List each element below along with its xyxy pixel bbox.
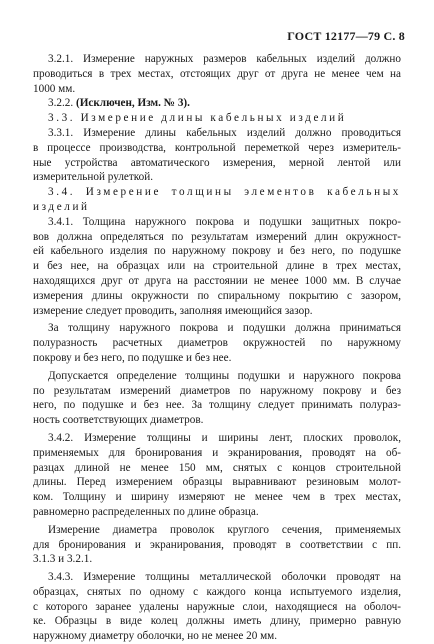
text-line: измерение следует проводить, заполняя имеющийся зазор. bbox=[33, 304, 313, 317]
section-title-3-3 bbox=[33, 111, 401, 126]
text-line: вов должна определяться по результатам измерений длин окружност- bbox=[33, 230, 401, 243]
text-line: Допускается определение толщины подушки и наружного покрова bbox=[48, 369, 401, 382]
text-line: покрову и без него, по подушке и без нее. bbox=[33, 351, 232, 364]
text-line: находящихся друг от друга на расстоянии не менее 1000 мм. В случае bbox=[33, 274, 401, 287]
text-line: него, по подушке и без нее. За толщину следует принимать полураз- bbox=[33, 399, 401, 412]
text-line: ность соответствующих диаметров. bbox=[33, 414, 204, 427]
document-page bbox=[33, 0, 405, 643]
text-line: 3.4. Измерение толщины элементов кабельных bbox=[48, 186, 401, 199]
text-line: для бронирования и экранирования, проводят в соответствии с пп. bbox=[33, 538, 401, 551]
text-line: применяемых для бронирования и экранирования, проводят на об- bbox=[33, 446, 401, 459]
text-line: ке. Образцы в виде колец должны иметь длину, примерно равную bbox=[33, 615, 401, 628]
text-line: образцах, снятых по одному с каждого конца испытуемого изделия, bbox=[33, 585, 401, 598]
text-line: измерительной рулеткой. bbox=[33, 171, 154, 184]
page-header: ГОСТ 12177—79 С. 8 bbox=[287, 29, 405, 43]
paragraph-wire bbox=[33, 523, 401, 567]
text-line: ные устройства автоматического измерения, мерной лентой или bbox=[33, 156, 401, 169]
document-body bbox=[33, 52, 401, 644]
text-line: наружному диаметру оболочки, но не менее 20 мм. bbox=[33, 630, 278, 643]
text-line: 1000 мм. bbox=[33, 82, 76, 95]
paragraph-3-3-1 bbox=[33, 126, 401, 185]
text-line bbox=[33, 96, 401, 111]
text-line: 3.4.2. Измерение толщины и ширины лент, плоских проволок, bbox=[48, 431, 401, 444]
text-line: 3.3. Измерение длины кабельных изделий bbox=[48, 112, 347, 125]
text-line: и без нее, на образцах или на строительной длине в трех местах, bbox=[33, 260, 401, 273]
text-line: 3.2.1. Измерение наружных размеров кабельных изделий должно bbox=[48, 53, 401, 65]
text-line: Измерение диаметра проволок круглого сечения, применяемых bbox=[48, 523, 401, 536]
paragraph-allowed bbox=[33, 369, 401, 428]
text-line: 3.1.3 и 3.2.1. bbox=[33, 553, 93, 566]
section-number: 3.2.2. bbox=[48, 97, 74, 110]
text-line: ей кабельного изделия по наружному покрову и без него, по подушке bbox=[33, 245, 401, 258]
paragraph-3-2-1 bbox=[33, 52, 401, 96]
paragraph-thickness bbox=[33, 321, 401, 365]
text-line: ком. Толщину и ширину измеряют не менее чем в трех местах, bbox=[33, 491, 401, 504]
text-line: равномерно распределенных по длине образца. bbox=[33, 505, 259, 518]
text-line: измерения длины окружности по спиральному покрытию с зазором, bbox=[33, 289, 401, 302]
paragraph-3-4-3 bbox=[33, 570, 401, 644]
text-line: изделий bbox=[33, 200, 90, 213]
text-line: разцах длиной не менее 150 мм, снятых с концов строительной bbox=[33, 461, 401, 474]
text-line: За толщину наружного покрова и подушки должна приниматься bbox=[48, 322, 401, 335]
paragraph-3-4-1 bbox=[33, 215, 401, 319]
text-line: полуразность расчетных диаметров окружностей по наружному bbox=[33, 337, 401, 350]
section-title-3-4 bbox=[33, 185, 401, 215]
text-line: длины. Перед измерением образцы выравнивают резиновым молот- bbox=[33, 476, 401, 489]
paragraph-3-2-2 bbox=[33, 96, 401, 111]
text-line: 3.3.1. Измерение длины кабельных изделий должно проводиться bbox=[48, 126, 401, 139]
excluded-note: (Исключен, Изм. № 3). bbox=[75, 97, 190, 110]
text-line: 3.4.1. Толщина наружного покрова и подушки защитных покро- bbox=[48, 215, 401, 228]
text-line: 3.4.3. Измерение толщины металлической оболочки проводят на bbox=[48, 571, 401, 584]
text-line: в процессе производства, контрольной переметкой через измеритель- bbox=[33, 141, 401, 154]
text-line: по результатам измерений диаметров по наружному покрову и без bbox=[33, 384, 401, 397]
text-line: проводиться в трех местах, отстоящих друг от друга не менее чем на bbox=[33, 67, 401, 80]
paragraph-3-4-2 bbox=[33, 431, 401, 520]
text-line: с которого заранее удалены наружные слои, находящиеся на оболоч- bbox=[33, 600, 401, 613]
